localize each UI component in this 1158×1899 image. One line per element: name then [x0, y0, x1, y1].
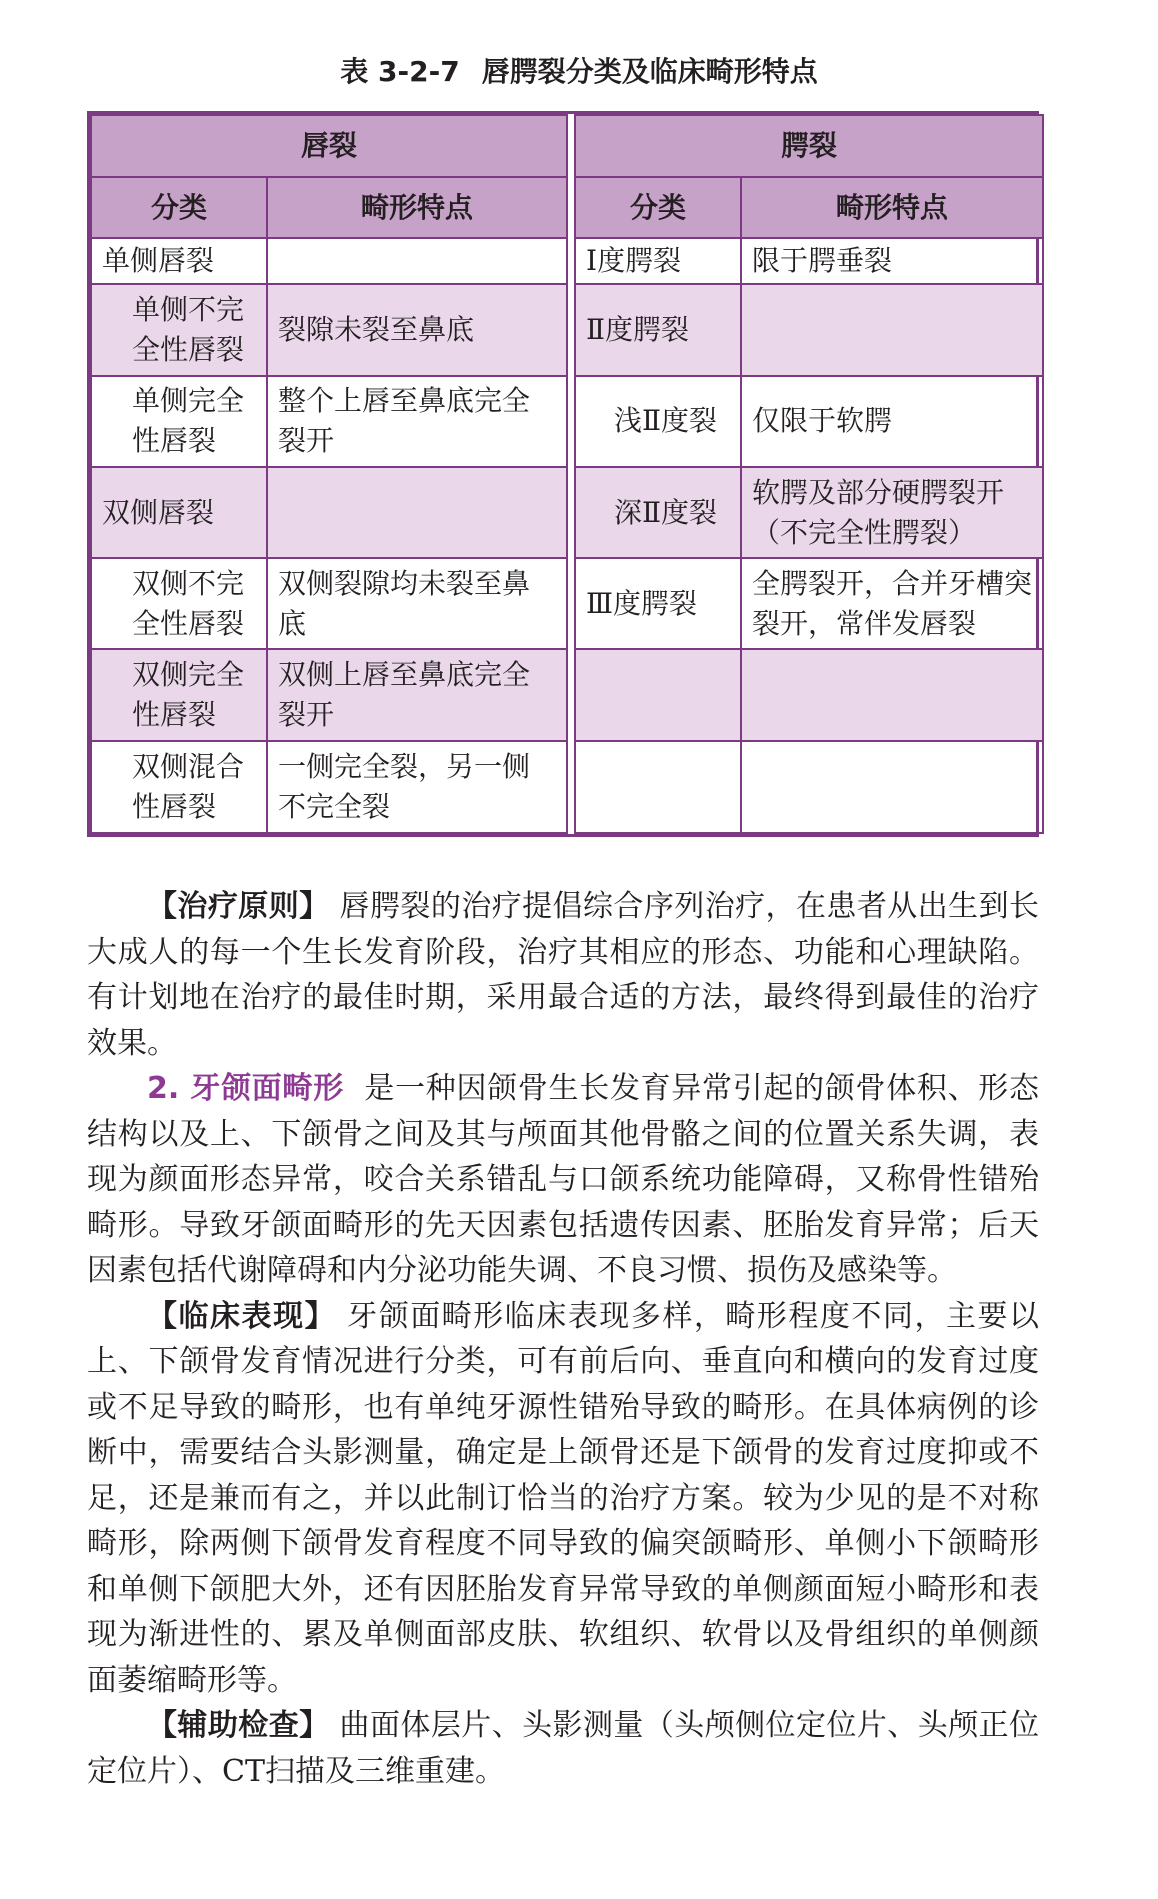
heading-auxiliary-exam: 【辅助检查】 — [147, 1708, 330, 1743]
palate-feature-cell: 软腭及部分硬腭裂开（不完全性腭裂） — [741, 467, 1043, 558]
palate-class-cell: Ⅱ度腭裂 — [575, 284, 741, 375]
paragraph-treatment-principle: 【治疗原则】 唇腭裂的治疗提倡综合序列治疗，在患者从出生到长大成人的每一个生长发育阶段，治疗其相应的形态、功能和心理缺陷。有计划地在治疗的最佳时期，采用最合适的方法，最终得到最佳的治疗效果。 — [87, 889, 1039, 1061]
table-row — [91, 558, 1043, 649]
lip-feature-cell: 一侧完全裂，另一侧不完全裂 — [267, 741, 567, 833]
lip-class-cell: 单侧不完全性唇裂 — [91, 284, 267, 375]
palate-feature-cell — [741, 284, 1043, 375]
palate-feature-cell: 仅限于软腭 — [741, 376, 1043, 467]
body-text — [87, 884, 1039, 1794]
palate-feature-cell-empty — [741, 741, 1043, 833]
palate-class-cell-empty — [575, 649, 741, 740]
palate-feature-cell-empty — [741, 649, 1043, 740]
table-row — [91, 284, 1043, 375]
paragraph-dentofacial-deformity: 2. 牙颌面畸形 是一种因颌骨生长发育异常引起的颌骨体积、形态结构以及上、下颌骨之间及其与颅面其他骨骼之间的位置关系失调，表现为颜面形态异常，咬合关系错乱与口颌系统功能障碍，又称骨性错殆畸形。导致牙颌面畸形的先天因素包括遗传因素、胚胎发育异常；后天因素包括代谢障碍和内分泌功能失调、不良习惯、损伤及感染等。 — [87, 1071, 1040, 1288]
header-cleft-palate: 腭裂 — [575, 115, 1043, 177]
table-title: 唇腭裂分类及临床畸形特点 — [481, 55, 818, 88]
section-heading-dentofacial: 2. 牙颌面畸形 — [147, 1071, 344, 1106]
table-row — [91, 376, 1043, 467]
palate-class-cell: 浅Ⅱ度裂 — [575, 376, 741, 467]
lip-class-cell: 双侧不完全性唇裂 — [91, 558, 267, 649]
palate-feature-cell: 限于腭垂裂 — [741, 238, 1043, 284]
cleft-classification-table — [87, 111, 1039, 837]
table-row — [91, 741, 1043, 833]
lip-class-cell: 单侧唇裂 — [91, 238, 267, 284]
heading-clinical-manifestation: 【临床表现】 — [147, 1298, 337, 1334]
col-header-feature-lip: 畸形特点 — [267, 177, 567, 238]
header-cleft-lip: 唇裂 — [91, 115, 567, 177]
lip-feature-cell — [267, 238, 567, 284]
table-row — [91, 649, 1043, 740]
table-caption — [0, 50, 1158, 90]
lip-feature-cell: 双侧上唇至鼻底完全裂开 — [267, 649, 567, 740]
palate-class-cell-empty — [575, 741, 741, 833]
table-row — [91, 467, 1043, 558]
table-row — [91, 238, 1043, 284]
col-header-feature-palate: 畸形特点 — [741, 177, 1043, 238]
lip-feature-cell: 整个上唇至鼻底完全裂开 — [267, 376, 567, 467]
paragraph-clinical-manifestation: 【临床表现】 牙颌面畸形临床表现多样，畸形程度不同，主要以上、下颌骨发育情况进行分类，可有前后向、垂直向和横向的发育过度或不足导致的畸形，也有单纯牙源性错殆导致的畸形。在具体病例的诊断中，需要结合头影测量，确定是上颌骨还是下颌骨的发育过度抑或不足，还是兼而有之，并以此制订恰当的治疗方案。较为少见的是不对称畸形，除两侧下颌骨发育程度不同导致的偏突颌畸形、单侧小下颌畸形和单侧下颌肥大外，还有因胚胎发育异常导致的单侧颜面短小畸形和表现为渐进性的、累及单侧面部皮肤、软组织、软骨以及骨组织的单侧颜面萎缩畸形等。 — [87, 1298, 1040, 1698]
lip-feature-cell — [267, 467, 567, 558]
col-header-class-lip: 分类 — [91, 177, 267, 238]
lip-class-cell: 双侧混合性唇裂 — [91, 741, 267, 833]
heading-treatment-principle: 【治疗原则】 — [147, 889, 330, 924]
table-column-header-row — [91, 177, 1043, 238]
lip-class-cell: 双侧唇裂 — [91, 467, 267, 558]
palate-feature-cell: 全腭裂开，合并牙槽突裂开，常伴发唇裂 — [741, 558, 1043, 649]
lip-class-cell: 单侧完全性唇裂 — [91, 376, 267, 467]
lip-feature-cell: 裂隙未裂至鼻底 — [267, 284, 567, 375]
lip-feature-cell: 双侧裂隙均未裂至鼻底 — [267, 558, 567, 649]
col-header-class-palate: 分类 — [575, 177, 741, 238]
palate-class-cell: 深Ⅱ度裂 — [575, 467, 741, 558]
table-group-header-row — [91, 115, 1043, 177]
table-number: 表 3-2-7 — [340, 55, 460, 88]
paragraph-auxiliary-exam: 【辅助检查】 曲面体层片、头影测量（头颅侧位定位片、头颅正位定位片）、CT扫描及三维重建。 — [87, 1708, 1039, 1789]
lip-class-cell: 双侧完全性唇裂 — [91, 649, 267, 740]
palate-class-cell: Ⅰ度腭裂 — [575, 238, 741, 284]
palate-class-cell: Ⅲ度腭裂 — [575, 558, 741, 649]
